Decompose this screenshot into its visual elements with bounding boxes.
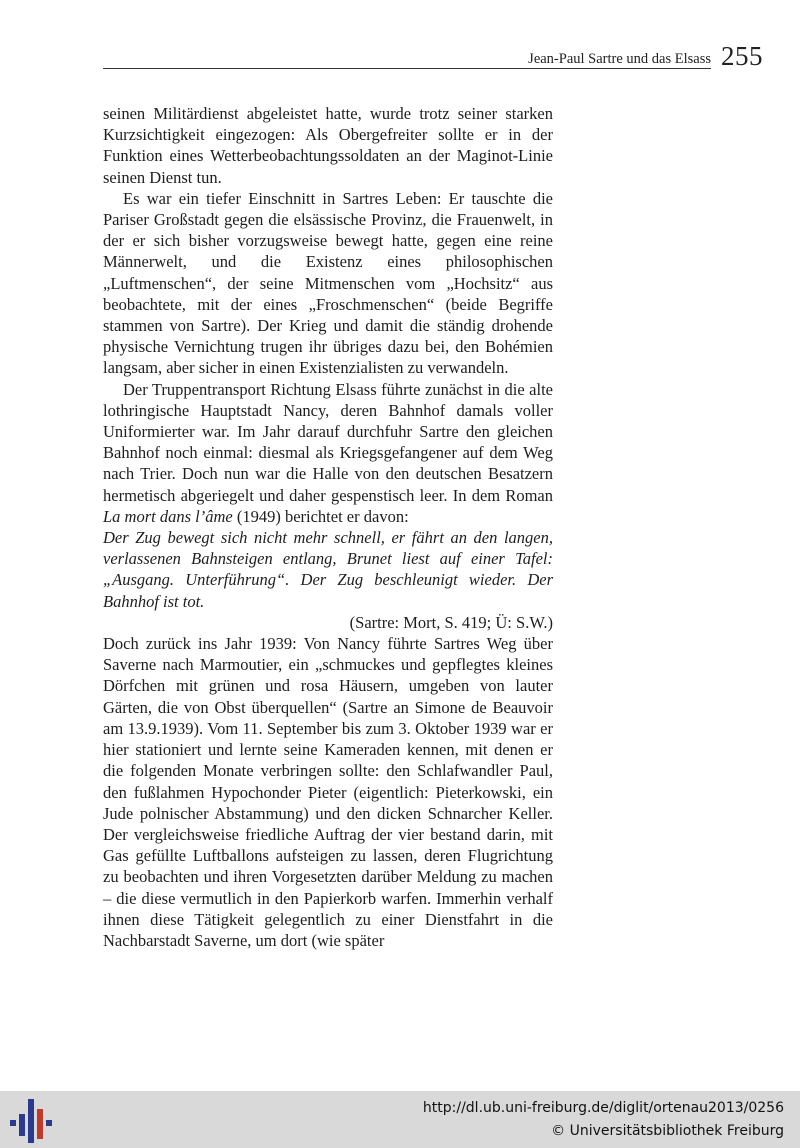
main-text	[103, 103, 553, 951]
copyright-notice: © Universitätsbibliothek Freiburg	[551, 1123, 784, 1139]
paragraph-1: seinen Militärdienst abgeleistet hatte, wurde trotz seiner starken Kurzsichtigkeit eingezogen: Als Obergefreiter sollte er in der Funktion eines Wetterbeobachtungssoldaten an der Maginot-Linie seinen Dienst tun.	[103, 104, 553, 187]
header-rule	[103, 68, 711, 69]
quote-citation: (Sartre: Mort, S. 419; Ü: S.W.)	[349, 612, 553, 632]
ub-freiburg-logo-icon	[10, 1099, 54, 1143]
novel-title: La mort dans l’âme	[103, 506, 233, 526]
page-number: 255	[721, 41, 763, 71]
paragraph-3	[103, 379, 553, 527]
library-footer	[0, 1091, 800, 1148]
source-url[interactable]: http://dl.ub.uni-freiburg.de/diglit/ortenau2013/0256	[422, 1100, 784, 1116]
running-title: Jean-Paul Sartre und das Elsass	[528, 51, 711, 67]
paragraph-2: Es war ein tiefer Einschnitt in Sartres Leben: Er tauschte die Pariser Großstadt gegen die elsässische Provinz, die Frauenwelt, in der er sich bisher vorzugsweise bewegt hatte, gegen eine reine Männerwelt, und die Existenz eines philosophischen „Luftmenschen“, der seine Mitmenschen vom „Hochsitz“ aus beobachtete, mit der eines „Froschmenschen“ (beide Begriffe stammen von Sartre). Der Krieg und damit die ständig drohende physische Vernichtung trugen ihr übriges dazu bei, den Bohémien langsam, aber sicher in einen Existenzialisten zu verwandeln.	[103, 188, 553, 378]
block-quote: Der Zug bewegt sich nicht mehr schnell, er fährt an den langen, verlassenen Bahnsteigen entlang, Brunet liest auf einer Tafel: „Ausgang. Unterführung“. Der Zug beschleunigt wieder. Der Bahnhof ist tot.	[103, 528, 553, 611]
paragraph-3-text-before: Der Truppentransport Richtung Elsass führte zunächst in die alte lothringische Hauptstadt Nancy, deren Bahnhof damals voller Uniformierter war. Im Jahr darauf durchfuhr Sartre den gleichen Bahnhof noch einmal: diesmal als Kriegsgefangener auf dem Weg nach Trier. Doch nun war die Halle von den deutschen Besatzern hermetisch abgeriegelt und daher gespenstisch leer. In dem Roman	[103, 379, 553, 505]
paragraph-3-text-after: (1949) berichtet er davon:	[232, 506, 409, 526]
paragraph-4: Doch zurück ins Jahr 1939: Von Nancy führte Sartres Weg über Saverne nach Marmoutier, ein „schmuckes und gepflegtes kleines Dörfchen mit grünen und rosa Häusern, umgeben von lauter Gärten, die von Obst überquellen“ (Sartre an Simone de Beauvoir am 13.9.1939). Vom 11. September bis zum 3. Oktober 1939 war er hier stationiert und lernte seine Kameraden kennen, mit denen er die folgenden Monate verbringen sollte: den Schlafwandler Paul, den fußlahmen Hypochonder Pieter (eigentlich: Pieterkowski, ein Jude polnischer Abstammung) und den dicken Schnarcher Keller. Der vergleichsweise friedliche Auftrag der vier bestand darin, mit Gas gefüllte Luftballons aufsteigen zu lassen, deren Flugrichtung zu beobachten und ihren Vorgesetzten darüber Meldung zu machen – die diese vermutlich in den Papierkorb warfen. Immerhin verhalf ihnen diese Tätigkeit gelegentlich zu einer Dienstfahrt in die Nachbarstadt Saverne, um dort (wie später	[103, 634, 553, 950]
